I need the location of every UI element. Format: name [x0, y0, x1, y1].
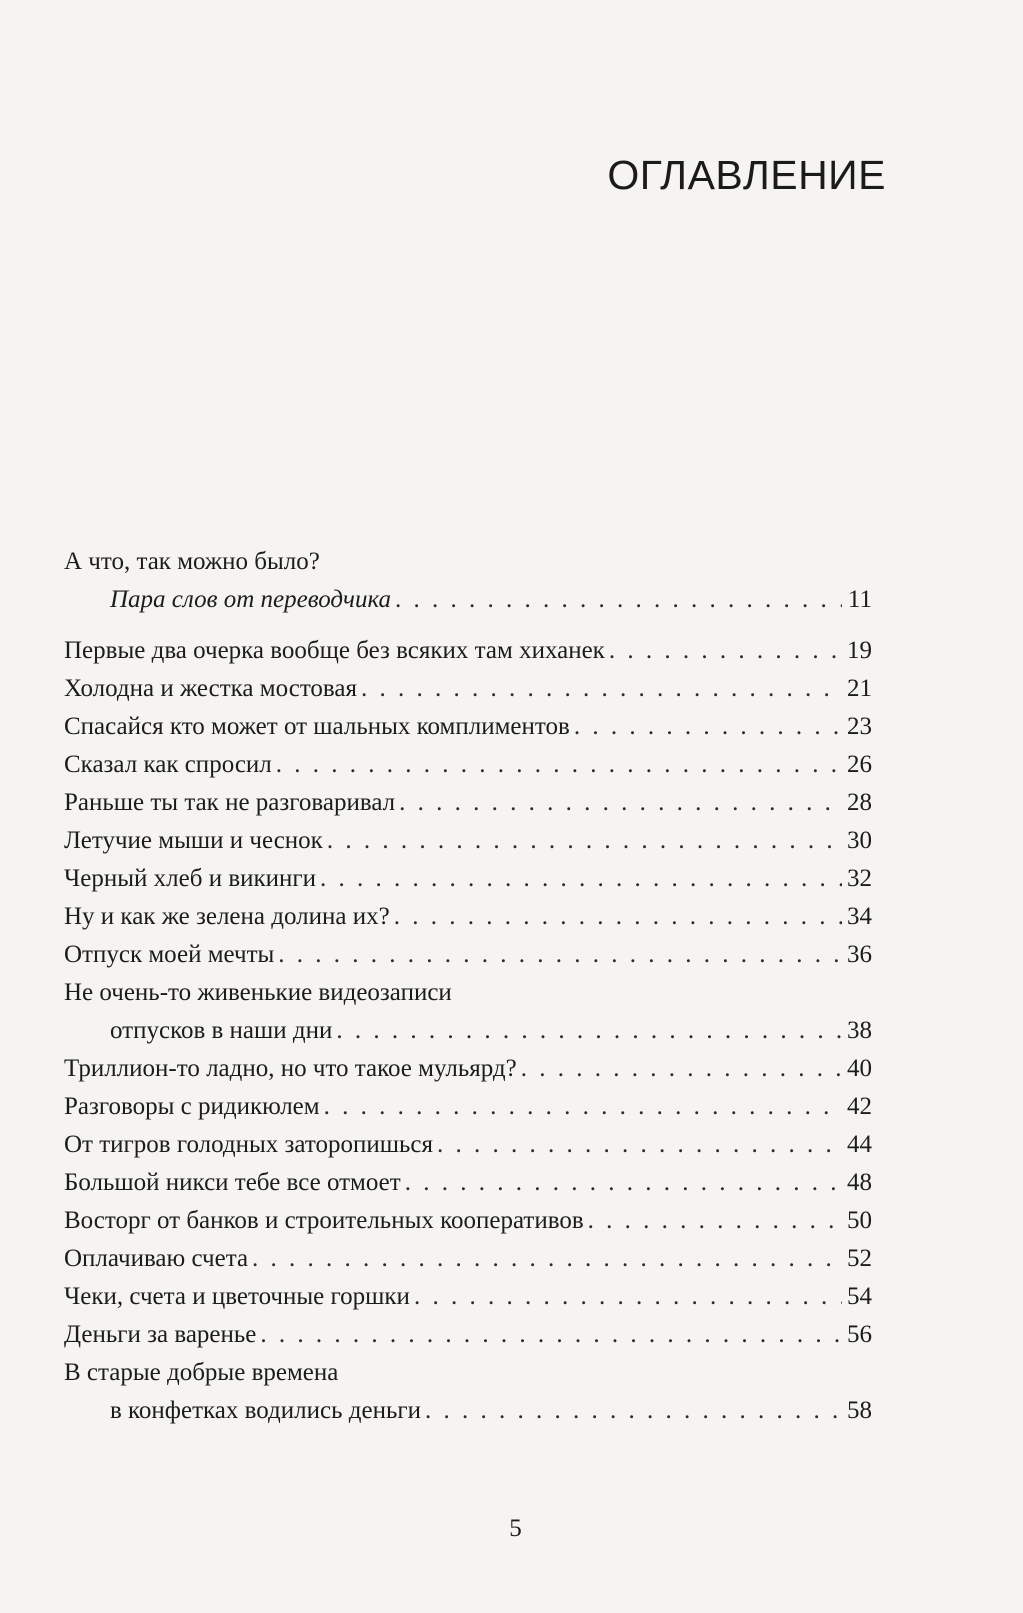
toc-entry-title: Черный хлеб и викинги [64, 865, 317, 892]
toc-entry [64, 713, 872, 751]
toc-entry-page: 50 [847, 1207, 872, 1234]
toc-entry-title: Первые два очерка вообще без всяких там хиханек [64, 637, 605, 664]
toc-entry-title: Не очень-то живенькие видеозаписи [64, 979, 452, 1006]
dot-leader [316, 865, 842, 893]
dot-leader [272, 751, 842, 779]
toc-entry-title: Отпуск моей мечты [64, 941, 275, 968]
toc-entry-title: Летучие мыши и чеснок [64, 827, 323, 854]
toc-entry-page: 42 [847, 1093, 872, 1120]
toc-entry [64, 1207, 872, 1245]
toc-entry-title: А что, так можно было? [64, 548, 320, 575]
toc-entry-title: Чеки, счета и цветочные горшки [64, 1283, 410, 1310]
toc-entry-page: 30 [847, 827, 872, 854]
toc-entry-title: Оплачиваю счета [64, 1245, 249, 1272]
dot-leader [390, 903, 842, 931]
toc-entry-title: Раньше ты так не разговаривал [64, 789, 396, 816]
page-number: 5 [509, 1515, 522, 1542]
dot-leader [401, 1169, 842, 1197]
toc-entry [64, 586, 872, 624]
toc-entry [64, 1359, 872, 1397]
dot-leader [584, 1207, 842, 1235]
dot-leader [320, 1093, 842, 1121]
toc-entry-page: 54 [847, 1283, 872, 1310]
toc-entry [64, 1169, 872, 1207]
toc-entry [64, 1055, 872, 1093]
toc-entry-title: Холодна и жестка мостовая [64, 675, 357, 702]
toc-entry-page: 11 [847, 586, 872, 613]
dot-leader [256, 1321, 842, 1349]
toc-entry-page: 44 [847, 1131, 872, 1158]
toc-entry-page: 34 [847, 903, 872, 930]
dot-leader [517, 1055, 842, 1083]
toc-entry [64, 1397, 872, 1435]
toc-entry-page: 36 [847, 941, 872, 968]
toc-entry-page: 48 [847, 1169, 872, 1196]
toc-entry-page: 52 [847, 1245, 872, 1272]
dot-leader [421, 1397, 842, 1425]
toc-entry-page: 38 [847, 1017, 872, 1044]
dot-leader [395, 789, 842, 817]
toc-entry [64, 903, 872, 941]
toc-entry [64, 1283, 872, 1321]
toc-entry [64, 1093, 872, 1131]
dot-leader [391, 586, 842, 614]
toc-entry-page: 26 [847, 751, 872, 778]
toc-entry [64, 751, 872, 789]
toc-entry-page: 23 [847, 713, 872, 740]
toc-heading: ОГЛАВЛЕНИЕ [607, 152, 886, 198]
toc-entry-title: Сказал как спросил [64, 751, 272, 778]
dot-leader [332, 1017, 842, 1045]
dot-leader [248, 1245, 842, 1273]
toc-entry-page: 58 [847, 1397, 872, 1424]
toc-entry-page: 28 [847, 789, 872, 816]
dot-leader [274, 941, 842, 969]
toc-entry [64, 1321, 872, 1359]
toc-list [64, 548, 872, 1435]
dot-leader [323, 827, 842, 855]
toc-entry-title: Деньги за варенье [64, 1321, 257, 1348]
toc-entry [64, 865, 872, 903]
toc-entry-page: 32 [847, 865, 872, 892]
toc-entry-title: Спасайся кто может от шальных комплиментов [64, 713, 570, 740]
toc-entry [64, 1131, 872, 1169]
toc-entry-title: Разговоры с ридикюлем [64, 1093, 320, 1120]
dot-leader [605, 637, 842, 665]
toc-entry [64, 548, 872, 586]
toc-entry-title: В старые добрые времена [64, 1359, 339, 1386]
toc-entry [64, 675, 872, 713]
toc-entry-page: 21 [847, 675, 872, 702]
toc-entry [64, 789, 872, 827]
toc-entry [64, 979, 872, 1017]
toc-entry [64, 827, 872, 865]
toc-entry-title: Большой никси тебе все отмоет [64, 1169, 401, 1196]
dot-leader [410, 1283, 842, 1311]
toc-entry-title: Пара слов от переводчика [110, 586, 392, 613]
dot-leader [433, 1131, 842, 1159]
toc-entry-page: 40 [847, 1055, 872, 1082]
toc-entry [64, 1245, 872, 1283]
dot-leader [357, 675, 842, 703]
toc-entry-title: Триллион-то ладно, но что такое мульярд? [64, 1055, 517, 1082]
toc-entry-title: Ну и как же зелена долина их? [64, 903, 390, 930]
toc-entry [64, 1017, 872, 1055]
toc-entry [64, 941, 872, 979]
toc-entry-page: 19 [847, 637, 872, 664]
dot-leader [570, 713, 842, 741]
toc-entry-title: Восторг от банков и строительных кооперативов [64, 1207, 584, 1234]
toc-entry-title: отпусков в наши дни [110, 1017, 333, 1044]
toc-entry [64, 637, 872, 675]
toc-entry-page: 56 [847, 1321, 872, 1348]
toc-entry-title: в конфетках водились деньги [110, 1397, 421, 1424]
toc-entry-title: От тигров голодных заторопишься [64, 1131, 433, 1158]
